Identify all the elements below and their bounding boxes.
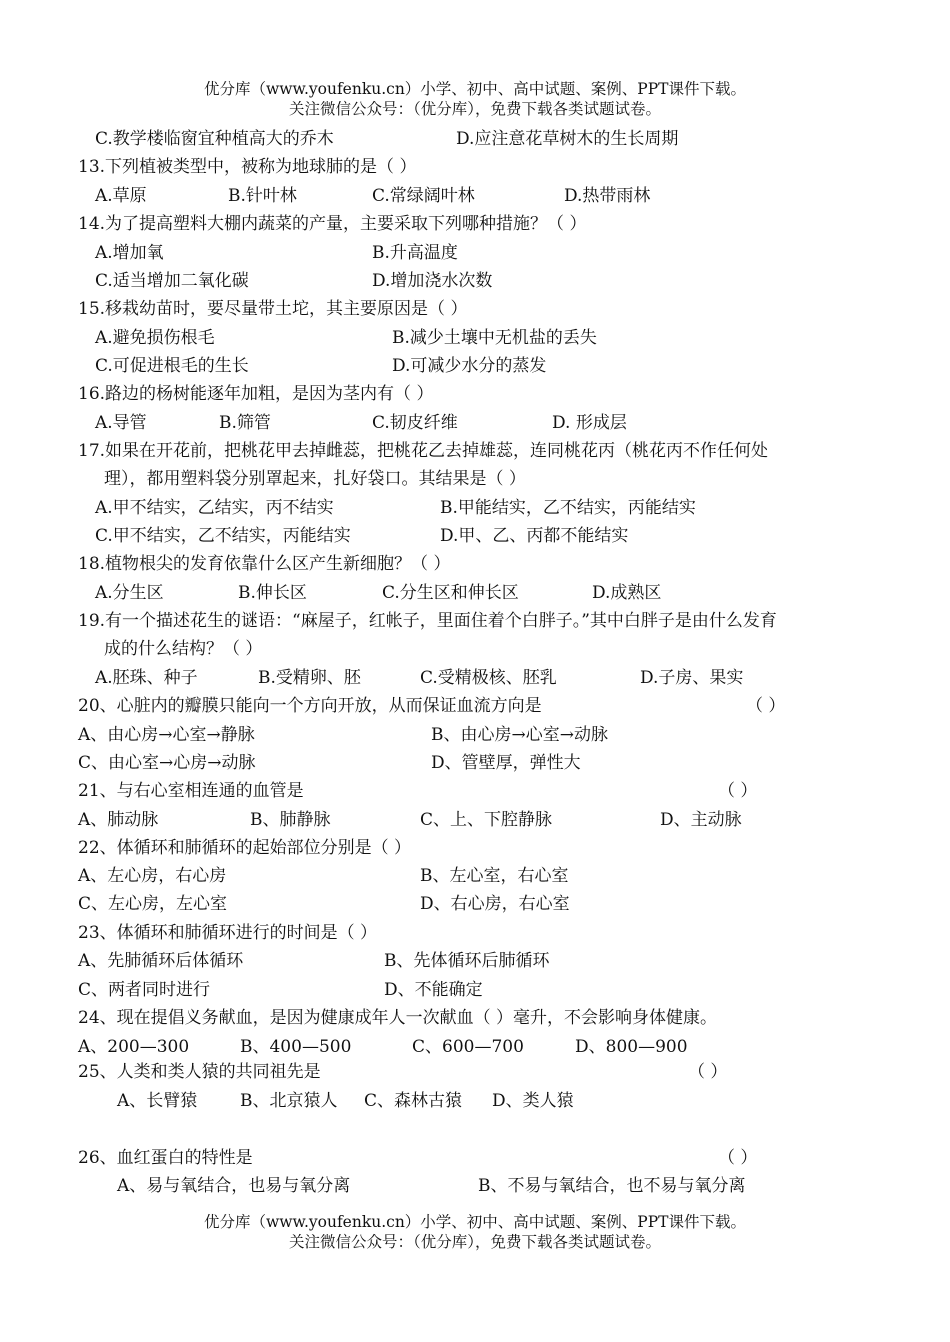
q14-option-d: D.增加浇水次数 [372,271,493,291]
q21-option-d: D、主动脉 [660,810,742,830]
q13-stem: 13.下列植被类型中，被称为地球肺的是（ ） [78,157,417,177]
q18-option-c: C.分生区和伸长区 [382,583,519,603]
q19-stem-line-2: 成的什么结构？（ ） [104,639,263,659]
q12-option-c: C.教学楼临窗宜种植高大的乔木 [95,129,334,149]
q18-option-d: D.成熟区 [592,583,662,603]
q26-stem: 26、血红蛋白的特性是 [78,1148,253,1168]
q17-option-c: C.甲不结实，乙不结实，丙能结实 [95,526,351,546]
q13-option-a: A.草原 [95,186,147,206]
header-line-2: 关注微信公众号：（优分库），免费下载各类试题试卷。 [288,100,661,118]
q14-option-a: A.增加氧 [95,243,164,263]
q22-option-d: D、右心房，右心室 [420,894,570,914]
q22-option-c: C、左心房，左心室 [78,894,228,914]
q19-option-a: A.胚珠、种子 [95,668,198,688]
q13-option-c: C.常绿阔叶林 [372,186,475,206]
q24-stem: 24、现在提倡义务献血，是因为健康成年人一次献血（ ）毫升，不会影响身体健康。 [78,1008,718,1028]
q20-option-c: C、由心室→心房→动脉 [78,753,256,773]
q19-stem-line-1: 19.有一个描述花生的谜语：“麻屋子，红帐子，里面住着个白胖子。”其中白胖子是由什么发育 [78,611,777,631]
q25-answer-paren: （ ） [688,1062,728,1082]
q22-option-a: A、左心房，右心房 [78,866,227,886]
q24-option-a: A、200—300 [78,1037,190,1057]
q20-option-d: D、管壁厚，弹性大 [431,753,581,773]
q14-option-c: C.适当增加二氧化碳 [95,271,249,291]
q18-stem: 18.植物根尖的发育依靠什么区产生新细胞？（ ） [78,554,451,574]
q19-option-c: C.受精极核、胚乳 [420,668,557,688]
q25-option-c: C、森林古猿 [364,1091,463,1111]
q22-stem: 22、体循环和肺循环的起始部位分别是（ ） [78,838,412,858]
q24-option-d: D、800—900 [575,1037,688,1057]
q20-stem: 20、心脏内的瓣膜只能向一个方向开放，从而保证血流方向是 [78,696,542,716]
q26-option-a: A、易与氧结合，也易与氧分离 [117,1176,351,1196]
q16-stem: 16.路边的杨树能逐年加粗，是因为茎内有（ ） [78,384,434,404]
q23-stem: 23、体循环和肺循环进行的时间是（ ） [78,923,378,943]
q25-stem: 25、人类和类人猿的共同祖先是 [78,1062,321,1082]
q24-option-c: C、600—700 [412,1037,524,1057]
q15-option-c: C.可促进根毛的生长 [95,356,249,376]
q21-option-b: B、肺静脉 [250,810,331,830]
q16-option-d: D. 形成层 [552,413,627,433]
q19-option-b: B.受精卵、胚 [258,668,361,688]
q18-option-a: A.分生区 [95,583,164,603]
q22-option-b: B、左心室，右心室 [420,866,569,886]
q19-option-d: D.子房、果实 [640,668,744,688]
q13-option-d: D.热带雨林 [564,186,651,206]
q21-option-c: C、上、下腔静脉 [420,810,553,830]
q13-option-b: B.针叶林 [228,186,297,206]
q17-option-d: D.甲、乙、丙都不能结实 [440,526,629,546]
q26-option-b: B、不易与氧结合，也不易与氧分离 [478,1176,746,1196]
q18-option-b: B.伸长区 [238,583,307,603]
q17-option-a: A.甲不结实，乙结实，丙不结实 [95,498,334,518]
q20-answer-paren: （ ） [746,696,786,716]
q15-option-a: A.避免损伤根毛 [95,328,215,348]
q25-option-b: B、北京猿人 [240,1091,338,1111]
q15-option-d: D.可减少水分的蒸发 [392,356,547,376]
q26-answer-paren: （ ） [718,1148,758,1168]
footer-line-2: 关注微信公众号：（优分库），免费下载各类试题试卷。 [288,1233,661,1251]
q21-answer-paren: （ ） [718,781,758,801]
q16-option-b: B.筛管 [219,413,271,433]
q20-option-b: B、由心房→心室→动脉 [431,725,608,745]
q23-option-c: C、两者同时进行 [78,980,211,1000]
q14-option-b: B.升高温度 [372,243,458,263]
q25-option-d: D、类人猿 [492,1091,574,1111]
footer-line-1: 优分库（www.youfenku.cn）小学、初中、高中试题、案例、PPT课件下载。 [203,1213,747,1231]
q16-option-a: A.导管 [95,413,147,433]
q25-option-a: A、长臂猿 [117,1091,198,1111]
q23-option-a: A、先肺循环后体循环 [78,951,244,971]
q17-stem-line-1: 17.如果在开花前，把桃花甲去掉雌蕊，把桃花乙去掉雄蕊，连同桃花丙（桃花丙不作任何处 [78,441,769,461]
q17-stem-line-2: 理），都用塑料袋分别罩起来，扎好袋口。其结果是（ ） [104,469,526,489]
q16-option-c: C.韧皮纤维 [372,413,458,433]
header-line-1: 优分库（www.youfenku.cn）小学、初中、高中试题、案例、PPT课件下载。 [203,80,747,98]
q14-stem: 14.为了提高塑料大棚内蔬菜的产量，主要采取下列哪种措施？（ ） [78,214,587,234]
q12-option-d: D.应注意花草树木的生长周期 [456,129,679,149]
q23-option-b: B、先体循环后肺循环 [384,951,550,971]
q24-option-b: B、400—500 [240,1037,352,1057]
q21-option-a: A、肺动脉 [78,810,159,830]
q21-stem: 21、与右心室相连通的血管是 [78,781,304,801]
q17-option-b: B.甲能结实，乙不结实，丙能结实 [440,498,696,518]
q15-stem: 15.移栽幼苗时，要尽量带土坨，其主要原因是（ ） [78,299,468,319]
q20-option-a: A、由心房→心室→静脉 [78,725,255,745]
q23-option-d: D、不能确定 [384,980,483,1000]
q15-option-b: B.减少土壤中无机盐的丢失 [392,328,597,348]
